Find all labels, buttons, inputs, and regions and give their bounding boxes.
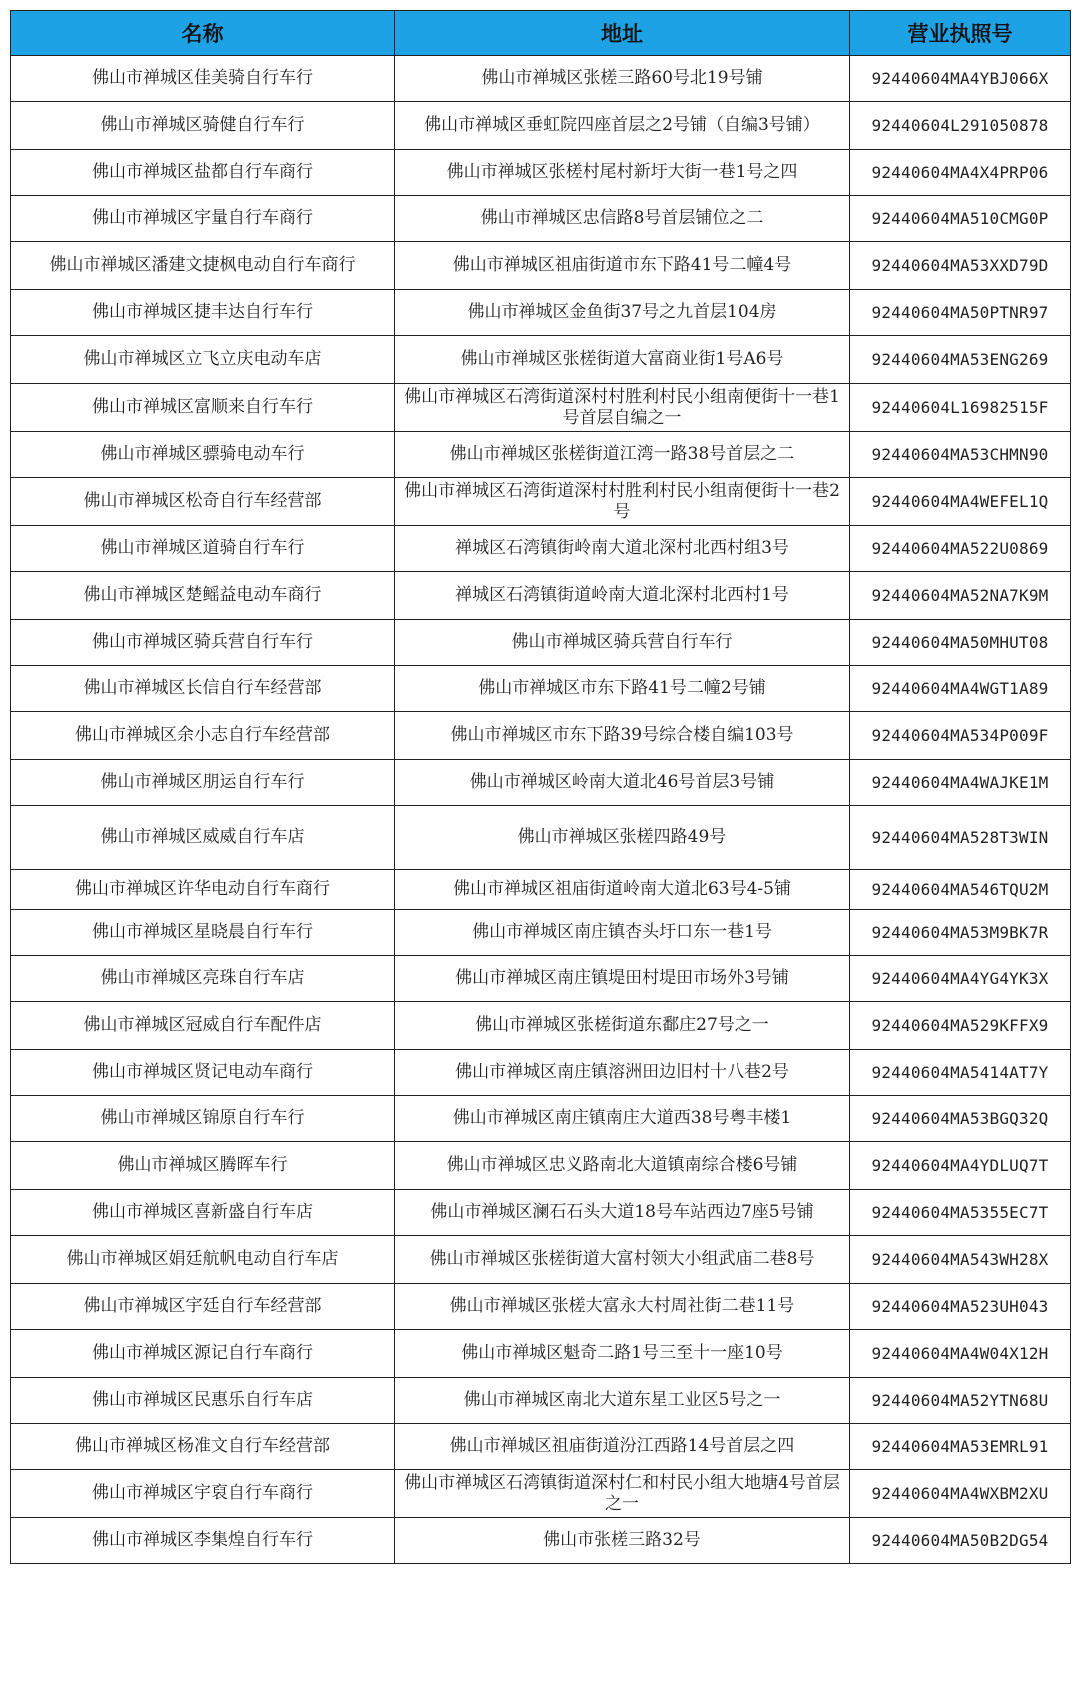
cell-license: 92440604MA523UH043 — [850, 1284, 1071, 1330]
table-row — [11, 1284, 1071, 1330]
table-row — [11, 870, 1071, 910]
table-body — [11, 56, 1071, 1564]
table-row — [11, 56, 1071, 102]
cell-license: 92440604MA52YTN68U — [850, 1378, 1071, 1424]
cell-name: 佛山市禅城区长信自行车经营部 — [11, 666, 395, 712]
cell-name: 佛山市禅城区民惠乐自行车店 — [11, 1378, 395, 1424]
table-row — [11, 1470, 1071, 1518]
cell-license: 92440604MA5414AT7Y — [850, 1050, 1071, 1096]
table-row — [11, 384, 1071, 432]
cell-license: 92440604MA529KFFX9 — [850, 1002, 1071, 1050]
table-row — [11, 1190, 1071, 1236]
cell-name: 佛山市禅城区松奇自行车经营部 — [11, 478, 395, 526]
table-row — [11, 102, 1071, 150]
cell-name: 佛山市禅城区源记自行车商行 — [11, 1330, 395, 1378]
cell-address: 佛山市张槎三路32号 — [395, 1518, 850, 1564]
cell-license: 92440604MA546TQU2M — [850, 870, 1071, 910]
cell-address: 佛山市禅城区张槎街道大富村领大小组武庙二巷8号 — [395, 1236, 850, 1284]
cell-address: 佛山市禅城区南庄镇溶洲田边旧村十八巷2号 — [395, 1050, 850, 1096]
cell-name: 佛山市禅城区道骑自行车行 — [11, 526, 395, 572]
cell-name: 佛山市禅城区骠骑电动车行 — [11, 432, 395, 478]
cell-license: 92440604MA543WH28X — [850, 1236, 1071, 1284]
cell-address: 佛山市禅城区南北大道东星工业区5号之一 — [395, 1378, 850, 1424]
table-header — [11, 11, 1071, 56]
cell-address: 佛山市禅城区澜石石头大道18号车站西边7座5号铺 — [395, 1190, 850, 1236]
cell-address: 佛山市禅城区祖庙街道汾江西路14号首层之四 — [395, 1424, 850, 1470]
cell-name: 佛山市禅城区宇裒自行车商行 — [11, 1470, 395, 1518]
cell-license: 92440604L16982515F — [850, 384, 1071, 432]
table-row — [11, 150, 1071, 196]
cell-license: 92440604MA510CMG0P — [850, 196, 1071, 242]
cell-address: 佛山市禅城区张槎街道大富商业街1号A6号 — [395, 336, 850, 384]
table-row — [11, 290, 1071, 336]
cell-name: 佛山市禅城区腾晖车行 — [11, 1142, 395, 1190]
cell-address: 佛山市禅城区祖庙街道岭南大道北63号4-5铺 — [395, 870, 850, 910]
cell-address: 佛山市禅城区魁奇二路1号三至十一座10号 — [395, 1330, 850, 1378]
cell-address: 佛山市禅城区骑兵营自行车行 — [395, 620, 850, 666]
cell-license: 92440604MA53BGQ32Q — [850, 1096, 1071, 1142]
cell-license: 92440604MA4WEFEL1Q — [850, 478, 1071, 526]
cell-address: 佛山市禅城区张槎街道江湾一路38号首层之二 — [395, 432, 850, 478]
cell-address: 禅城区石湾镇街岭南大道北深村北西村组3号 — [395, 526, 850, 572]
cell-name: 佛山市禅城区骑兵营自行车行 — [11, 620, 395, 666]
cell-address: 禅城区石湾镇街道岭南大道北深村北西村1号 — [395, 572, 850, 620]
cell-name: 佛山市禅城区潘建文捷枫电动自行车商行 — [11, 242, 395, 290]
cell-name: 佛山市禅城区捷丰达自行车行 — [11, 290, 395, 336]
cell-license: 92440604MA53ENG269 — [850, 336, 1071, 384]
cell-license: 92440604MA52NA7K9M — [850, 572, 1071, 620]
cell-address: 佛山市禅城区石湾镇街道深村仁和村民小组大地塘4号首层之一 — [395, 1470, 850, 1518]
cell-address: 佛山市禅城区金鱼街37号之九首层104房 — [395, 290, 850, 336]
cell-license: 92440604L291050878 — [850, 102, 1071, 150]
cell-name: 佛山市禅城区富顺来自行车行 — [11, 384, 395, 432]
table-row — [11, 1330, 1071, 1378]
table-row — [11, 1518, 1071, 1564]
cell-license: 92440604MA50PTNR97 — [850, 290, 1071, 336]
cell-license: 92440604MA53M9BK7R — [850, 910, 1071, 956]
table-row — [11, 806, 1071, 870]
cell-address: 佛山市禅城区张槎村尾村新圩大街一巷1号之四 — [395, 150, 850, 196]
cell-name: 佛山市禅城区楚鳐益电动车商行 — [11, 572, 395, 620]
cell-name: 佛山市禅城区冠威自行车配件店 — [11, 1002, 395, 1050]
cell-name: 佛山市禅城区骑健自行车行 — [11, 102, 395, 150]
cell-license: 92440604MA53XXD79D — [850, 242, 1071, 290]
table-row — [11, 1050, 1071, 1096]
cell-name: 佛山市禅城区李集煌自行车行 — [11, 1518, 395, 1564]
cell-address: 佛山市禅城区张槎三路60号北19号铺 — [395, 56, 850, 102]
table-row — [11, 242, 1071, 290]
cell-address: 佛山市禅城区岭南大道北46号首层3号铺 — [395, 760, 850, 806]
cell-license: 92440604MA53EMRL91 — [850, 1424, 1071, 1470]
table-row — [11, 760, 1071, 806]
table-row — [11, 478, 1071, 526]
table-row — [11, 620, 1071, 666]
cell-license: 92440604MA528T3WIN — [850, 806, 1071, 870]
cell-name: 佛山市禅城区喜新盛自行车店 — [11, 1190, 395, 1236]
table-row — [11, 1096, 1071, 1142]
cell-name: 佛山市禅城区宇量自行车商行 — [11, 196, 395, 242]
cell-name: 佛山市禅城区杨准文自行车经营部 — [11, 1424, 395, 1470]
header-name: 名称 — [11, 11, 395, 56]
table-row — [11, 1142, 1071, 1190]
cell-license: 92440604MA4YBJ066X — [850, 56, 1071, 102]
table-row — [11, 1002, 1071, 1050]
table-row — [11, 956, 1071, 1002]
cell-address: 佛山市禅城区张槎大富永大村周社街二巷11号 — [395, 1284, 850, 1330]
cell-license: 92440604MA4W04X12H — [850, 1330, 1071, 1378]
cell-name: 佛山市禅城区盐都自行车商行 — [11, 150, 395, 196]
cell-address: 佛山市禅城区市东下路39号综合楼自编103号 — [395, 712, 850, 760]
cell-address: 佛山市禅城区南庄镇南庄大道西38号粤丰楼1 — [395, 1096, 850, 1142]
header-license: 营业执照号 — [850, 11, 1071, 56]
cell-license: 92440604MA4WXBM2XU — [850, 1470, 1071, 1518]
header-address: 地址 — [395, 11, 850, 56]
bike-shop-registry-table — [10, 10, 1071, 1564]
cell-name: 佛山市禅城区贤记电动车商行 — [11, 1050, 395, 1096]
cell-address: 佛山市禅城区石湾街道深村村胜利村民小组南便街十一巷1号首层自编之一 — [395, 384, 850, 432]
cell-name: 佛山市禅城区许华电动自行车商行 — [11, 870, 395, 910]
table-row — [11, 526, 1071, 572]
cell-license: 92440604MA4X4PRP06 — [850, 150, 1071, 196]
cell-license: 92440604MA4YDLUQ7T — [850, 1142, 1071, 1190]
cell-address: 佛山市禅城区南庄镇杏头圩口东一巷1号 — [395, 910, 850, 956]
table-row — [11, 432, 1071, 478]
cell-name: 佛山市禅城区余小志自行车经营部 — [11, 712, 395, 760]
table-row — [11, 666, 1071, 712]
header-row — [11, 11, 1071, 56]
table-row — [11, 1378, 1071, 1424]
cell-address: 佛山市禅城区祖庙街道市东下路41号二幢4号 — [395, 242, 850, 290]
cell-name: 佛山市禅城区立飞立庆电动车店 — [11, 336, 395, 384]
cell-address: 佛山市禅城区忠义路南北大道镇南综合楼6号铺 — [395, 1142, 850, 1190]
table-row — [11, 336, 1071, 384]
cell-license: 92440604MA4YG4YK3X — [850, 956, 1071, 1002]
cell-name: 佛山市禅城区锦原自行车行 — [11, 1096, 395, 1142]
cell-license: 92440604MA534P009F — [850, 712, 1071, 760]
cell-name: 佛山市禅城区宇廷自行车经营部 — [11, 1284, 395, 1330]
cell-license: 92440604MA4WAJKE1M — [850, 760, 1071, 806]
cell-license: 92440604MA53CHMN90 — [850, 432, 1071, 478]
cell-address: 佛山市禅城区石湾街道深村村胜利村民小组南便街十一巷2号 — [395, 478, 850, 526]
cell-license: 92440604MA50MHUT08 — [850, 620, 1071, 666]
cell-license: 92440604MA5355EC7T — [850, 1190, 1071, 1236]
cell-address: 佛山市禅城区忠信路8号首层铺位之二 — [395, 196, 850, 242]
table-row — [11, 1424, 1071, 1470]
table-row — [11, 572, 1071, 620]
cell-name: 佛山市禅城区朋运自行车行 — [11, 760, 395, 806]
registry-table-wrapper — [10, 10, 1070, 1564]
cell-name: 佛山市禅城区亮珠自行车店 — [11, 956, 395, 1002]
table-row — [11, 712, 1071, 760]
cell-name: 佛山市禅城区佳美骑自行车行 — [11, 56, 395, 102]
cell-name: 佛山市禅城区威威自行车店 — [11, 806, 395, 870]
table-row — [11, 196, 1071, 242]
cell-name: 佛山市禅城区星晓晨自行车行 — [11, 910, 395, 956]
cell-address: 佛山市禅城区南庄镇堤田村堤田市场外3号铺 — [395, 956, 850, 1002]
cell-license: 92440604MA4WGT1A89 — [850, 666, 1071, 712]
cell-name: 佛山市禅城区娟廷航帆电动自行车店 — [11, 1236, 395, 1284]
table-row — [11, 910, 1071, 956]
table-row — [11, 1236, 1071, 1284]
cell-license: 92440604MA522U0869 — [850, 526, 1071, 572]
cell-address: 佛山市禅城区市东下路41号二幢2号铺 — [395, 666, 850, 712]
cell-address: 佛山市禅城区张槎四路49号 — [395, 806, 850, 870]
cell-address: 佛山市禅城区张槎街道东鄱庄27号之一 — [395, 1002, 850, 1050]
cell-address: 佛山市禅城区垂虹院四座首层之2号铺（自编3号铺） — [395, 102, 850, 150]
cell-license: 92440604MA50B2DG54 — [850, 1518, 1071, 1564]
